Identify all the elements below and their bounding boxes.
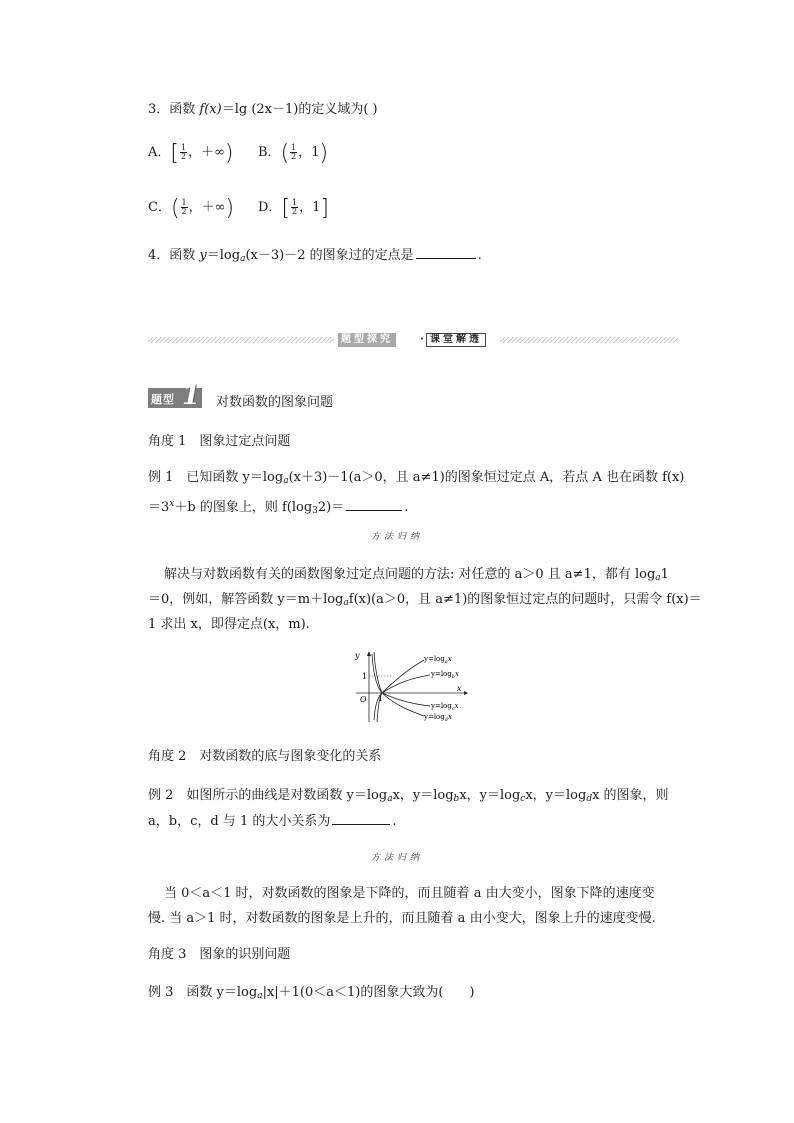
section-banner: [148, 333, 678, 347]
example-2-line-2: a，b，c，d 与 1 的大小关系为 .: [148, 814, 397, 829]
option-c[interactable]: C．( $\frac{1}{2}$ ，＋∞): [148, 196, 235, 221]
topic-tag: 题型 1: [148, 388, 202, 408]
label-log-b: $y=\log_bx$: [431, 670, 459, 680]
angle-3-title: 角度 3 图象的识别问题: [148, 947, 291, 962]
origin-label: O: [360, 695, 367, 704]
banner-hatch-left: [148, 337, 334, 343]
log-curves-figure: [352, 648, 472, 724]
angle-1-title: 角度 1 图象过定点问题: [148, 434, 291, 449]
topic-title: 对数函数的图象问题: [216, 395, 334, 410]
question-3-stem: 3．函数 f(x)＝lg (2x－1)的定义域为( ): [148, 102, 378, 117]
method-label-2: 方法归纳: [370, 853, 423, 863]
banner-dot: ·: [420, 334, 424, 345]
banner-part1: 题型探究: [338, 333, 396, 347]
angle-2-title: 角度 2 对数函数的底与图象变化的关系: [148, 749, 382, 764]
example-1-line-1: 例 1 已知函数 $y=\log_a(x+3)-1(a>0$，且 a≠1)的图象恒过定点 A，若点 A 也在函数 f(x): [148, 470, 685, 486]
option-b[interactable]: B．( $\frac{1}{2}$ ，1): [258, 141, 329, 166]
fraction-half: $\frac{1}{2}$: [292, 198, 298, 216]
method-label-1: 方法归纳: [370, 532, 423, 542]
answer-blank[interactable]: [346, 498, 402, 511]
option-d[interactable]: D．[ $\frac{1}{2}$ ，1]: [258, 196, 329, 221]
curve-log-a: [374, 660, 424, 720]
banner-part2: 课堂解透: [426, 333, 486, 347]
y-axis-label: y: [355, 651, 360, 660]
fx-text: f(x): [199, 102, 222, 117]
method-1-line-3: 1 求出 x，即得定点(x，m).: [148, 617, 310, 632]
method-2-line-1: 当 0＜a＜1 时，对数函数的图象是下降的，而且随着 a 由大变小，图象下降的速度变: [164, 886, 655, 901]
x-axis-arrow: [464, 691, 468, 695]
x-axis-label: x: [457, 684, 462, 693]
example-2-line-1: 例 2 如图所示的曲线是对数函数 $y=\log_ax$，$y=\log_bx$，$y=\log_cx$，$y=\log_dx$ 的图象，则: [148, 788, 669, 804]
answer-blank[interactable]: [416, 246, 476, 259]
example-1-line-2: $=3^x+b$ 的图象上，则 $f(\log_32)=$ .: [148, 499, 409, 516]
fraction-half: $\frac{1}{2}$: [291, 143, 297, 161]
label-log-a: $y=\log_ax$: [424, 655, 452, 665]
label-log-d: $y=\log_dx$: [424, 713, 452, 723]
option-a[interactable]: A．[ $\frac{1}{2}$ ，＋∞): [148, 141, 234, 166]
label-log-c: $y=\log_cx$: [431, 702, 459, 712]
method-1-line-1: 解决与对数函数有关的函数图象过定点问题的方法: 对任意的 a＞0 且 a≠1，都有 $\log_a1$: [164, 567, 669, 583]
question-4-stem: 4．函数 $y=\log_a(x-3)-2$ 的图象过的定点是 .: [148, 248, 482, 264]
fraction-half: $\frac{1}{2}$: [180, 143, 187, 161]
one-y-label: 1: [362, 672, 368, 681]
method-2-line-2: 慢. 当 a＞1 时，对数函数的图象是上升的，而且随着 a 由小变大，图象上升的速度变慢.: [148, 911, 656, 926]
example-3-stem: 例 3 函数 $y=\log_a|x|+1(0<a<1)$的图象大致为( ): [148, 985, 475, 1001]
answer-blank[interactable]: [332, 812, 390, 825]
y-axis-arrow: [367, 651, 371, 656]
fraction-half: $\frac{1}{2}$: [181, 198, 187, 216]
one-x-label: 1: [378, 694, 384, 703]
method-1-line-2: ＝0，例如，解答函数 $y=m+\log_af(x)(a>0$，且 a≠1)的图象恒过定点的问题时，只需令 f(x)＝: [148, 592, 702, 608]
banner-hatch-right: [500, 337, 678, 343]
